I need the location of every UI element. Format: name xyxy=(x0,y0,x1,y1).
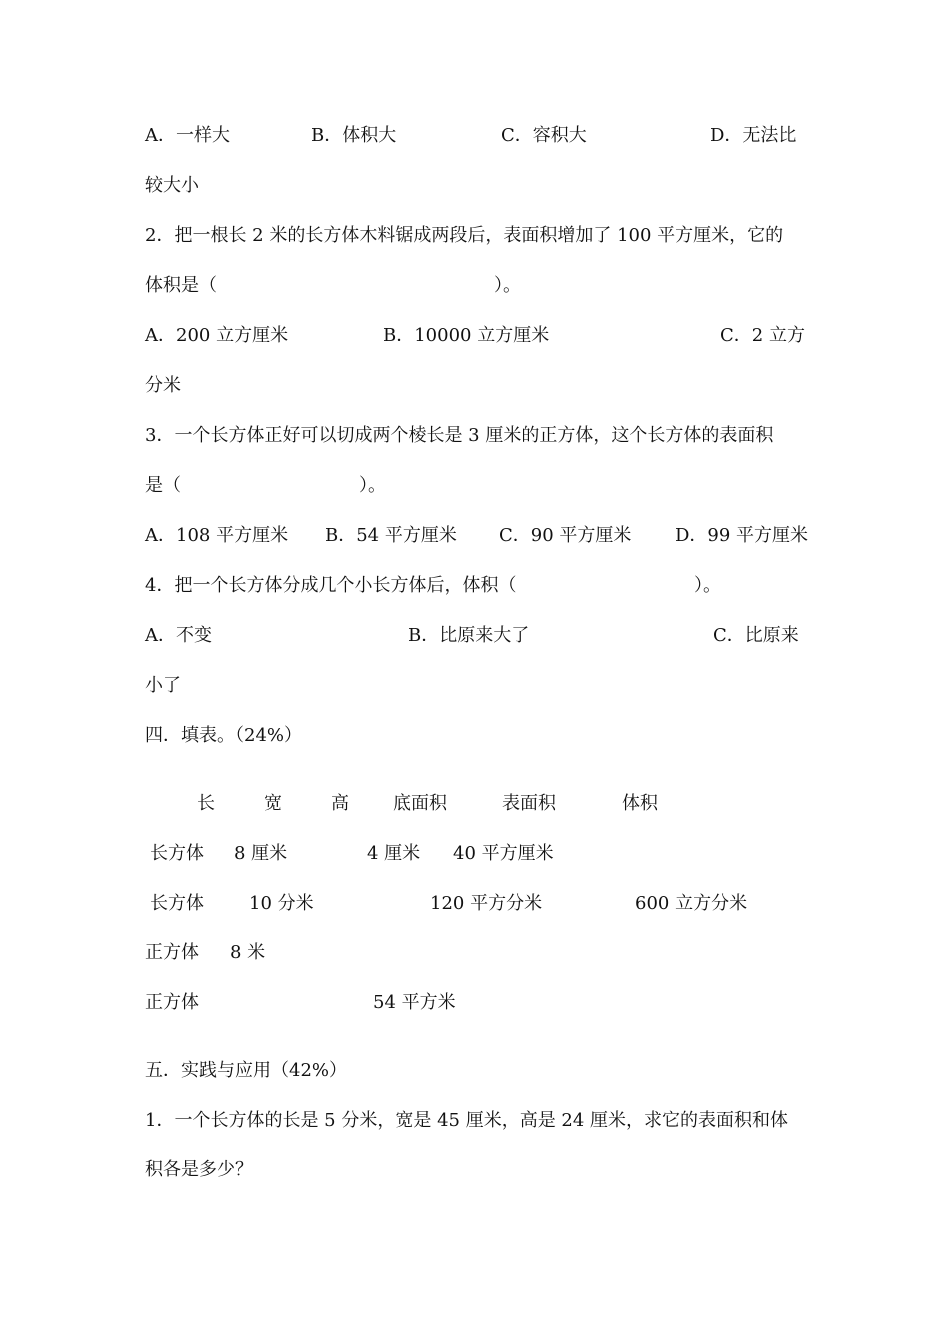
table-row2-length: 10 分米 xyxy=(249,893,314,914)
q4-option-c-continued: 小了 xyxy=(145,675,181,696)
section5-title: 五．实践与应用（42%） xyxy=(145,1060,348,1081)
table-row1-length: 8 厘米 xyxy=(234,843,288,864)
q3-option-d: D．99 平方厘米 xyxy=(675,525,809,546)
q4-text-end: ）。 xyxy=(694,575,721,596)
table-row3-shape: 正方体 xyxy=(145,942,199,963)
q3-text-line2-start: 是（ xyxy=(145,475,181,496)
table-row4-shape: 正方体 xyxy=(145,992,199,1013)
section5-q1-line1: 1．一个长方体的长是 5 分米，宽是 45 厘米，高是 24 厘米，求它的表面积和体 xyxy=(145,1110,789,1131)
q2-text-line1: 2．把一根长 2 米的长方体木料锯成两段后，表面积增加了 100 平方厘米，它的 xyxy=(145,225,784,246)
table-row4-base-area: 54 平方米 xyxy=(373,992,456,1013)
q3-option-c: C．90 平方厘米 xyxy=(499,525,632,546)
table-row1-height: 4 厘米 xyxy=(367,843,421,864)
q2-text-line2-end: ）。 xyxy=(494,275,521,296)
table-header-length: 长 xyxy=(197,793,215,814)
q2-option-c-continued: 分米 xyxy=(145,375,181,396)
table-row1-base-area: 40 平方厘米 xyxy=(453,843,554,864)
table-header-surface-area: 表面积 xyxy=(502,793,556,814)
table-header-height: 高 xyxy=(331,793,349,814)
q2-text-line2-start: 体积是（ xyxy=(145,275,217,296)
q3-option-a: A．108 平方厘米 xyxy=(145,525,289,546)
q2-option-b: B．10000 立方厘米 xyxy=(383,325,550,346)
table-row2-base-area: 120 平方分米 xyxy=(430,893,543,914)
table-row2-shape: 长方体 xyxy=(150,893,204,914)
q3-text-line2-end: ）。 xyxy=(359,475,386,496)
q3-option-b: B．54 平方厘米 xyxy=(325,525,457,546)
table-header-base-area: 底面积 xyxy=(393,793,447,814)
section5-q1-line2: 积各是多少？ xyxy=(145,1159,253,1180)
q4-option-c: C．比原来 xyxy=(713,625,799,646)
q3-text-line1: 3．一个长方体正好可以切成两个棱长是 3 厘米的正方体，这个长方体的表面积 xyxy=(145,425,774,446)
q4-option-a: A．不变 xyxy=(145,625,212,646)
q1-option-a: A．一样大 xyxy=(145,125,230,146)
table-row1-shape: 长方体 xyxy=(150,843,204,864)
q4-option-b: B．比原来大了 xyxy=(408,625,530,646)
q1-option-c: C．容积大 xyxy=(501,125,587,146)
q1-option-d-continued: 较大小 xyxy=(145,175,199,196)
section4-title: 四．填表。（24%） xyxy=(145,725,303,746)
q4-text-start: 4．把一个长方体分成几个小长方体后，体积（ xyxy=(145,575,517,596)
q2-option-c: C．2 立方 xyxy=(720,325,805,346)
q1-option-b: B．体积大 xyxy=(311,125,397,146)
table-header-volume: 体积 xyxy=(622,793,658,814)
q1-option-d: D．无法比 xyxy=(710,125,797,146)
q2-option-a: A．200 立方厘米 xyxy=(145,325,289,346)
table-row3-length: 8 米 xyxy=(230,942,266,963)
table-header-width: 宽 xyxy=(264,793,282,814)
table-row2-volume: 600 立方分米 xyxy=(635,893,748,914)
